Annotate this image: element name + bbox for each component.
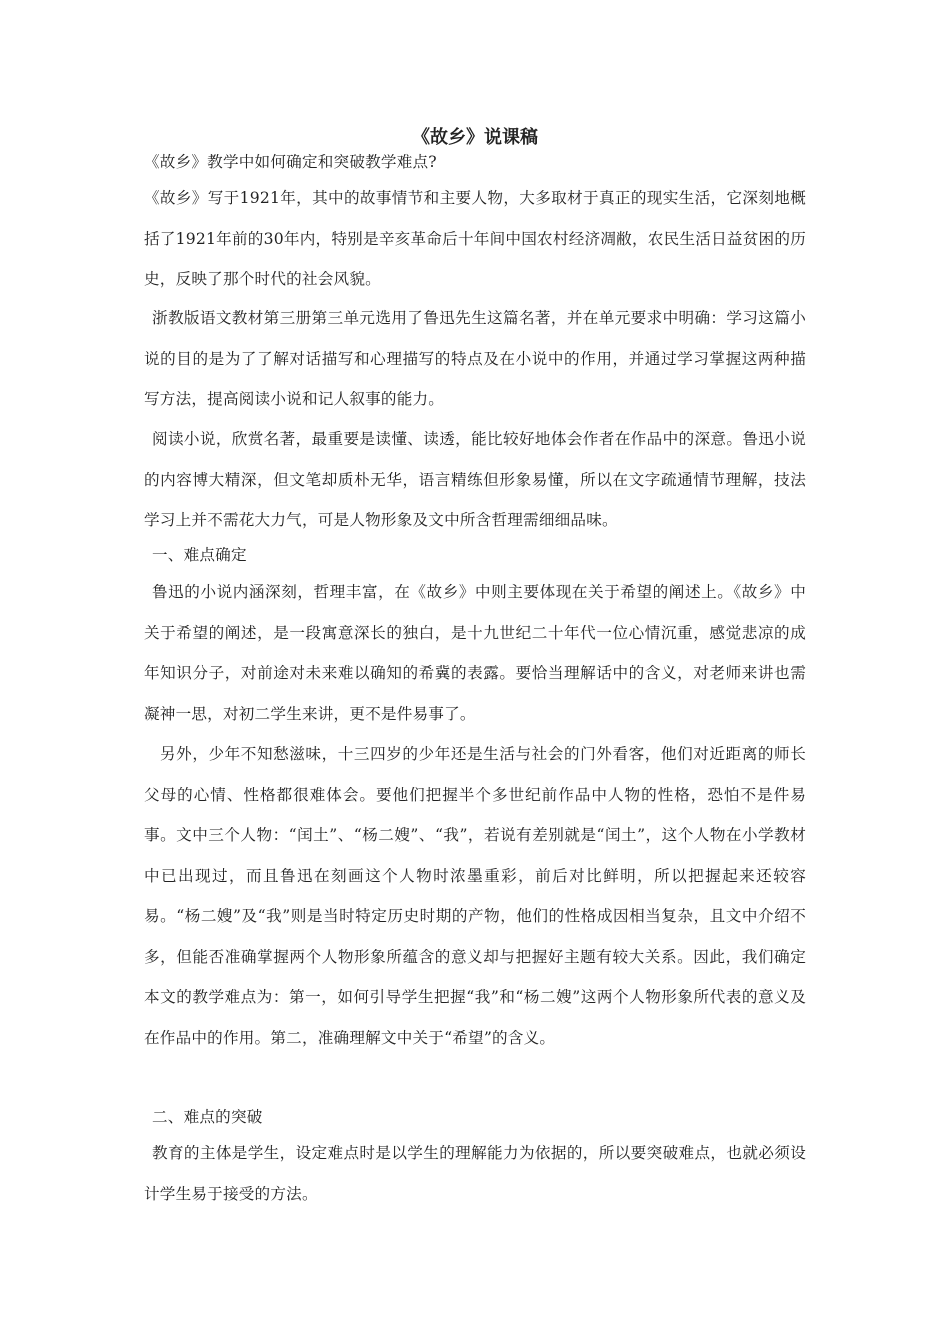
- paragraph-teaching-method: 教育的主体是学生，设定难点时是以学生的理解能力为依据的，所以要突破难点，也就必须设计学生易于接受的方法。: [144, 1144, 806, 1203]
- paragraph-reading-novel: 阅读小说，欣赏名著，最重要是读懂、读透，能比较好地体会作者在作品中的深意。鲁迅小说的内容博大精深，但文笔却质朴无华，语言精练但形象易懂，所以在文字疏通情节理解，技法学习上并不需花大力气，可是人物形象及文中所含哲理需细细品味。: [144, 430, 806, 529]
- section-heading-breakthrough: 二、难点的突破: [152, 1108, 263, 1126]
- paragraph-hope-analysis: 鲁迅的小说内涵深刻，哲理丰富，在《故乡》中则主要体现在关于希望的阐述上。《故乡》中关于希望的阐述，是一段寓意深长的独白，是十九世纪二十年代一位心情沉重，感觉悲凉的成年知识分子，对前途对未来难以确知的希冀的表露。要恰当理解话中的含义，对老师来讲也需凝神一思，对初二学生来讲，更不是件易事了。: [144, 583, 806, 723]
- section-heading-difficulty: 一、难点确定: [152, 546, 247, 564]
- paragraph-background: 《故乡》写于1921年，其中的故事情节和主要人物，大多取材于真正的现实生活，它深刻地概括了1921年前的30年内，特别是辛亥革命后十年间中国农村经济凋敝，农民生活日益贫困的历史，反映了那个时代的社会风貌。: [144, 189, 806, 288]
- document-title: 《故乡》说课稿: [412, 127, 538, 148]
- document-subtitle: 《故乡》教学中如何确定和突破教学难点?: [144, 153, 437, 171]
- paragraph-characters: 另外，少年不知愁滋味，十三四岁的少年还是生活与社会的门外看客，他们对近距离的师长父母的心情、性格都很难体会。要他们把握半个多世纪前作品中人物的性格，恐怕不是件易事。文中三个人物：“闰土”、“杨二嫂”、“我”，若说有差别就是“闰土”，这个人物在小学教材中已出现过，而且鲁迅在刻画这个人物时浓墨重彩，前后对比鲜明，所以把握起来还较容易。“杨二嫂”及“我”则是当时特定历史时期的产物，他们的性格成因相当复杂，且文中介绍不多，但能否准确掌握两个人物形象所蕴含的意义却与把握好主题有较大关系。因此，我们确定本文的教学难点为：第一，如何引导学生把握“我”和“杨二嫂”这两个人物形象所代表的意义及在作品中的作用。第二，准确理解文中关于“希望”的含义。: [144, 745, 806, 1047]
- paragraph-textbook-unit: 浙教版语文教材第三册第三单元选用了鲁迅先生这篇名著，并在单元要求中明确：学习这篇小说的目的是为了了解对话描写和心理描写的特点及在小说中的作用，并通过学习掌握这两种描写方法，提高阅读小说和记人叙事的能力。: [144, 309, 806, 408]
